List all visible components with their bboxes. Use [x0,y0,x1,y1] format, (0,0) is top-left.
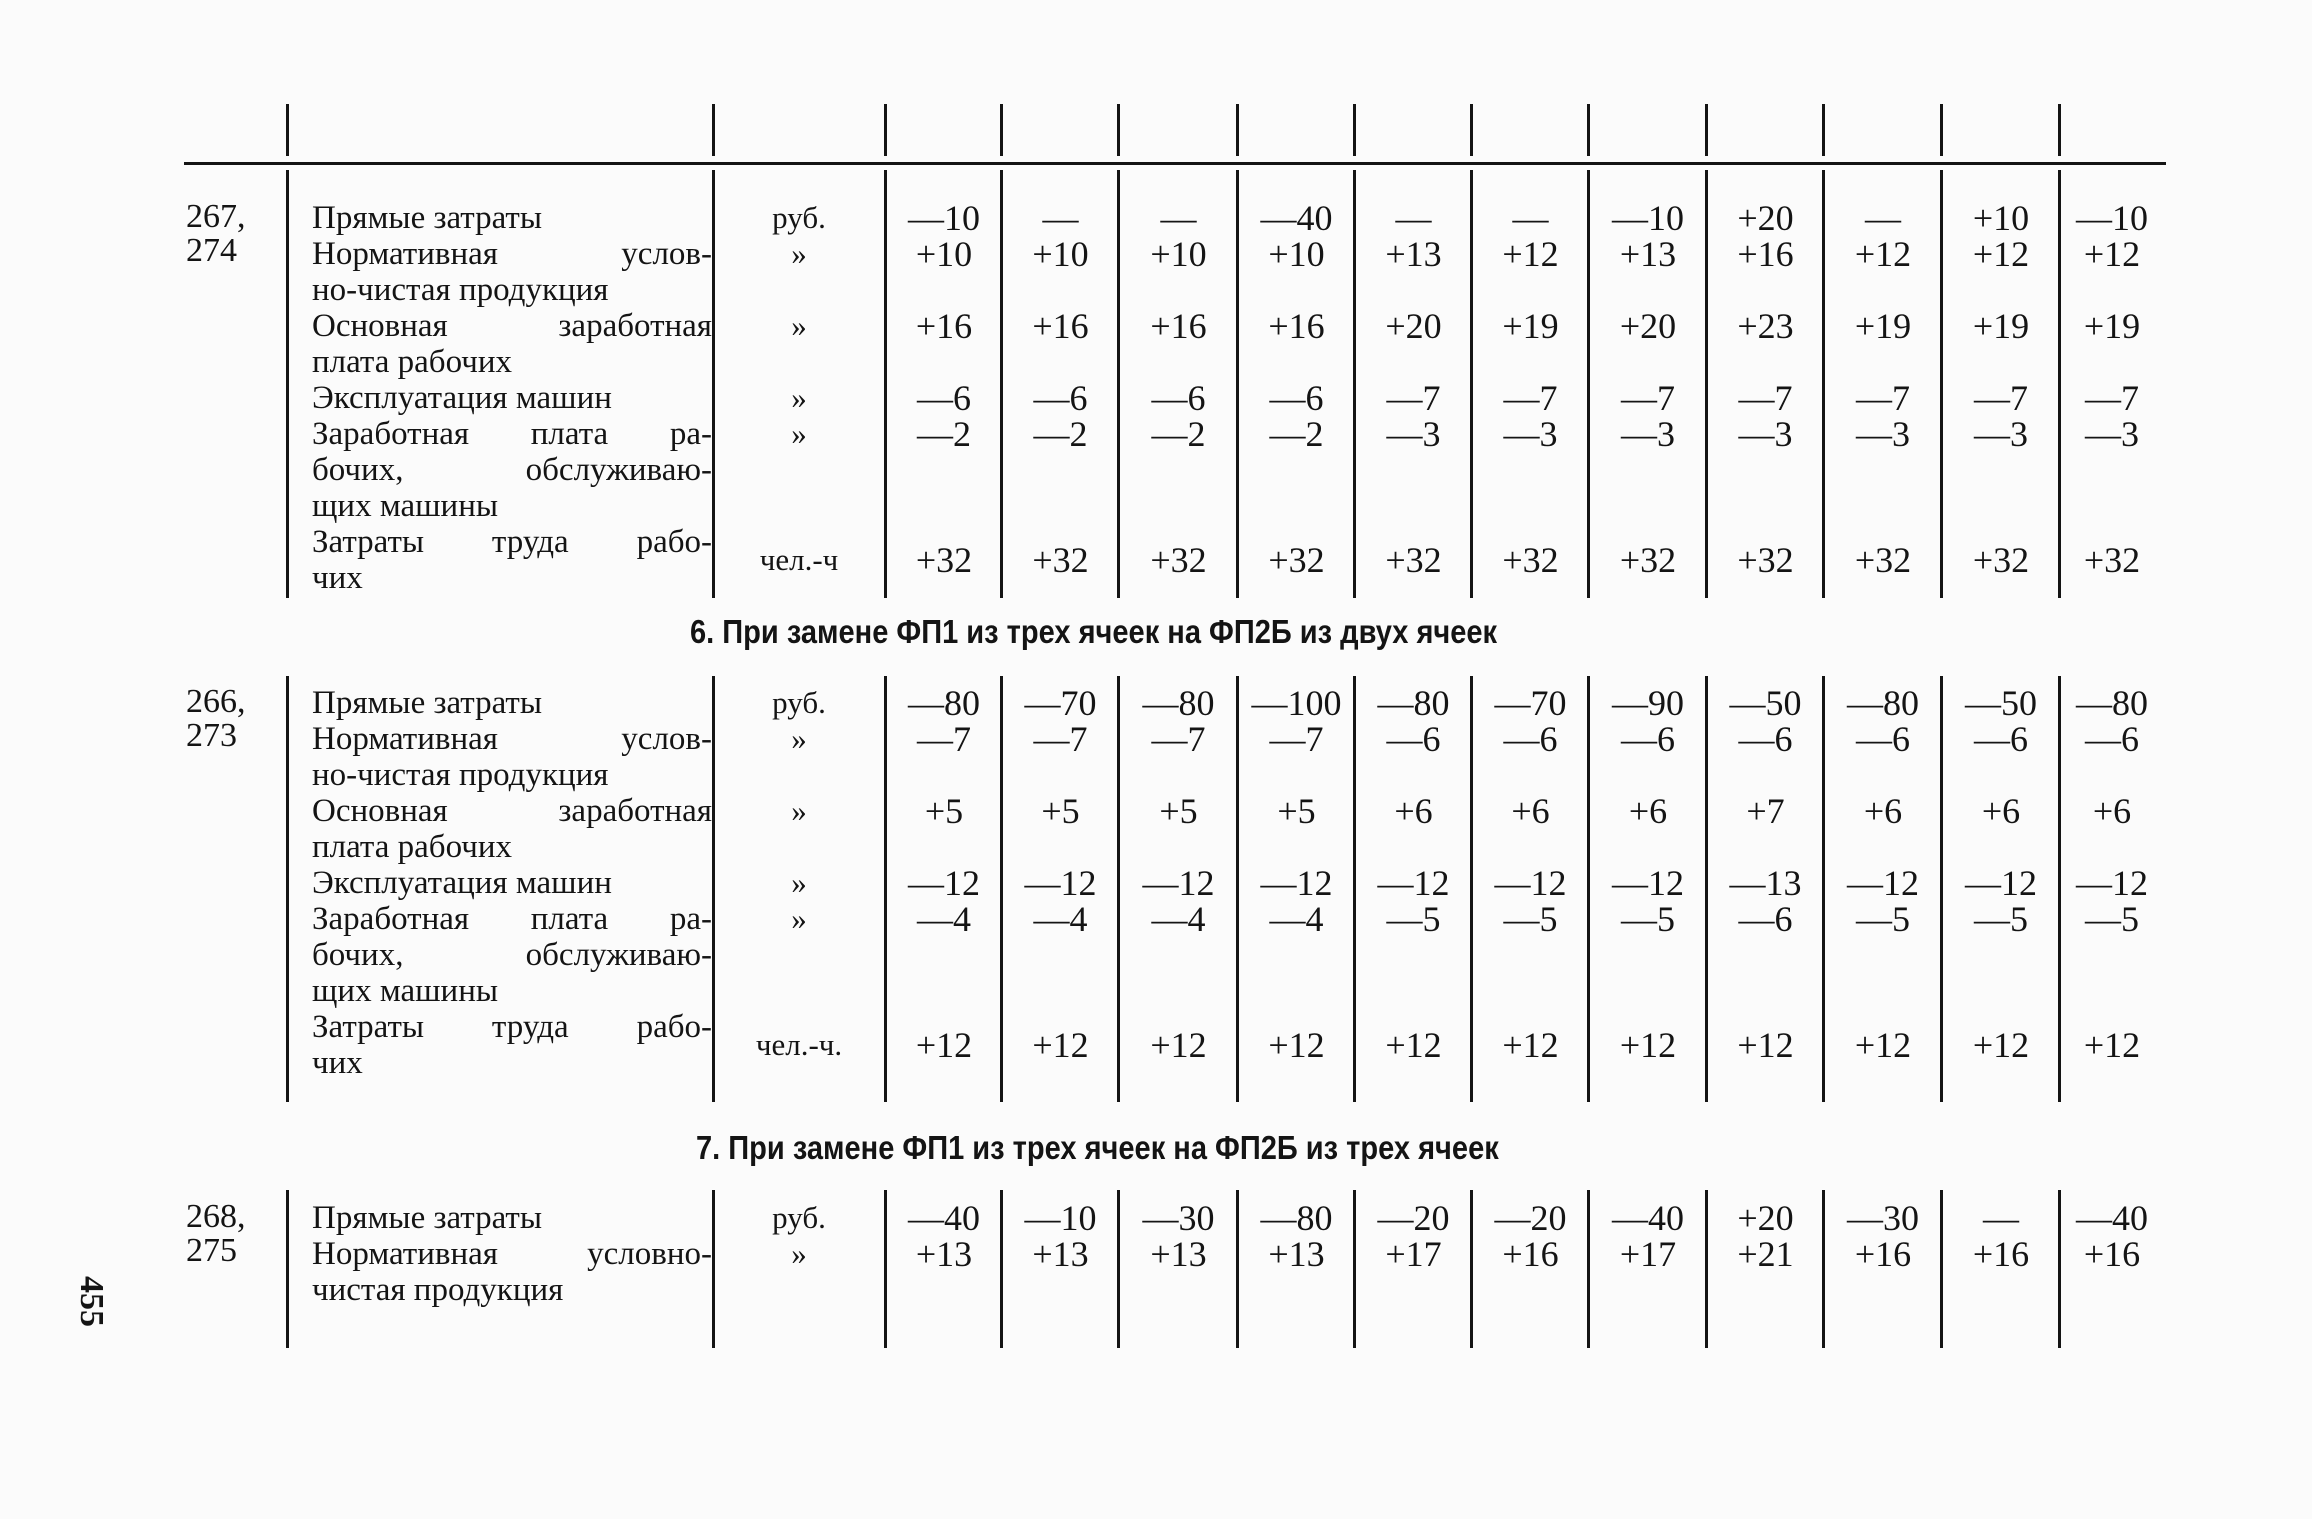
table-cell-value: +5 [1041,791,1080,831]
table-cell-value: —2 [1269,414,1324,454]
table-cell-value: —20 [1377,1198,1450,1238]
row-description-line: бочих, обслуживаю- [312,937,712,973]
table-cell-value: +20 [1385,306,1442,346]
table-cell-value: —12 [1494,863,1567,903]
row-description-line: Затраты труда рабо- [312,1009,712,1045]
row-unit: » [791,901,807,936]
table-cell-value: +5 [1159,791,1198,831]
table-cell-value: +23 [1737,306,1794,346]
table-cell-value: —4 [1033,899,1088,939]
row-description-line: чих [312,560,363,596]
column-rule [712,676,715,1102]
row-description-line: чистая продукция [312,1272,564,1308]
table-cell-value: —6 [1269,378,1324,418]
table-cell-value: —5 [1856,899,1910,939]
table-cell-value: +32 [1150,540,1207,580]
row-code: 266, [186,683,246,720]
row-unit: » [791,308,807,343]
table-cell-value: —10 [1024,1198,1097,1238]
table-cell-value: —5 [1386,899,1441,939]
section-7-heading: 7. При замене ФП1 из трех ячеек на ФП2Б из трех ячеек [696,1129,1499,1166]
table-cell-value: —6 [1386,719,1441,759]
table-cell-value: —80 [2076,683,2148,723]
column-rule [286,1190,289,1348]
table-cell-value: +6 [1863,791,1903,831]
table-cell-value: —70 [1494,683,1567,723]
table-cell-value: —10 [2076,198,2148,238]
table-cell-value: —4 [917,899,971,939]
table-cell-value: —6 [1738,899,1793,939]
table-cell-value: +10 [1032,234,1089,274]
row-code: 275 [186,1232,237,1269]
table-cell-value: +12 [1502,1025,1559,1065]
row-description-line: Эксплуатация машин [312,865,612,901]
header-column-tick [1470,104,1473,156]
table-cell-value: —6 [1738,719,1793,759]
row-unit: чел.-ч. [755,1027,843,1062]
table-cell-value: —6 [1033,378,1088,418]
row-description-line: Основная заработная [312,793,712,829]
table-cell-value: —12 [2076,863,2148,903]
row-unit: » [791,380,807,415]
table-cell-value: +16 [1737,234,1794,274]
table-cell-value: +17 [1619,1234,1677,1274]
header-column-tick [1000,104,1003,156]
table-cell-value: —3 [2085,414,2139,454]
column-rule [712,170,715,598]
table-cell-value: —2 [1033,414,1088,454]
table-cell-value: +12 [1150,1025,1207,1065]
table-cell-value: —30 [1847,1198,1919,1238]
column-rule [286,170,289,598]
table-cell-value: —3 [1386,414,1441,454]
header-column-tick [286,104,289,156]
row-unit: чел.-ч [759,542,839,577]
table-cell-value: —10 [908,198,980,238]
page-number: 455 [73,1276,110,1327]
column-rule [1940,676,1943,1102]
column-rule [286,676,289,1102]
table-cell-value: —80 [1377,683,1450,723]
table-cell-value: —2 [1151,414,1206,454]
table-cell-value: +32 [1032,540,1089,580]
table-cell-value: — [1512,198,1549,238]
table-cell-value: —7 [2085,378,2139,418]
table-cell-value: —80 [908,683,980,723]
table-cell-value: —7 [1738,378,1793,418]
table-cell-value: +16 [1032,306,1089,346]
table-cell-value: +32 [1737,540,1794,580]
row-unit: руб. [772,685,826,720]
table-cell-value: —3 [1621,414,1675,454]
table-cell-value: —20 [1494,1198,1567,1238]
table-cell-value: — [1865,198,1901,238]
row-unit: » [791,865,807,900]
table-cell-value: +10 [915,234,973,274]
table-cell-value: +32 [1502,540,1559,580]
table-cell-value: —5 [1621,899,1675,939]
row-description-line: щих машины [312,488,499,524]
table-cell-value: — [1042,198,1079,238]
table-cell-value: —6 [917,378,971,418]
table-cell-value: —40 [1612,1198,1684,1238]
table-cell-value: +10 [1972,198,2030,238]
table-cell-value: —13 [1729,863,1802,903]
table-cell-value: +32 [1972,540,2030,580]
header-column-tick [884,104,887,156]
table-cell-value: —3 [1856,414,1910,454]
table-cell-value: +20 [1737,198,1794,238]
header-column-tick [2058,104,2061,156]
table-cell-value: +12 [1972,234,2030,274]
table-cell-value: +12 [1972,1025,2030,1065]
table-cell-value: —6 [1974,719,2028,759]
table-cell-value: —70 [1024,683,1097,723]
table-cell-value: —80 [1847,683,1919,723]
table-cell-value: +16 [1854,1234,1912,1274]
header-column-tick [1705,104,1708,156]
table-cell-value: +32 [915,540,973,580]
table-cell-value: +16 [2083,1234,2141,1274]
table-cell-value: —50 [1965,683,2037,723]
table-cell-value: +13 [1619,234,1677,274]
table-cell-value: +13 [915,1234,973,1274]
table-cell-value: —7 [1386,378,1441,418]
row-description-line: Нормативная услов- [312,721,712,757]
table-cell-value: +16 [1502,1234,1559,1274]
row-unit: » [791,416,807,451]
table-cell-value: —6 [2085,719,2139,759]
table-cell-value: +5 [1277,791,1316,831]
row-unit: руб. [772,1200,826,1235]
section-6-heading: 6. При замене ФП1 из трех ячеек на ФП2Б из двух ячеек [690,613,1498,650]
table-cell-value: —90 [1612,683,1684,723]
column-rule [1940,170,1943,598]
row-code: 273 [186,717,237,754]
table-cell-value: +19 [2083,306,2141,346]
table-cell-value: —12 [1847,863,1919,903]
row-description-line: щих машины [312,973,499,1009]
table-cell-value: —6 [1621,719,1675,759]
table-cell-value: +12 [1385,1025,1442,1065]
row-description-line: Заработная плата ра- [312,901,712,937]
table-cell-value: —12 [908,863,980,903]
table-cell-value: —12 [1142,863,1215,903]
table-cell-value: +12 [1268,1025,1325,1065]
row-description-line: но-чистая продукция [312,272,609,308]
row-description-line: плата рабочих [312,344,512,380]
table-cell-value: +32 [1268,540,1325,580]
table-cell-value: +19 [1854,306,1912,346]
table-cell-value: —4 [1151,899,1206,939]
row-code: 274 [186,232,237,269]
table-cell-value: —5 [2085,899,2139,939]
table-cell-value: +32 [2083,540,2141,580]
table-cell-value: —3 [1503,414,1558,454]
row-description-line: Прямые затраты [312,1200,543,1236]
table-cell-value: +10 [1150,234,1207,274]
table-cell-value: +13 [1385,234,1442,274]
table-cell-value: —100 [1251,683,1342,723]
row-description-line: бочих, обслуживаю- [312,452,712,488]
row-code: 268, [186,1198,246,1235]
table-cell-value: —7 [917,719,971,759]
row-description-line: Затраты труда рабо- [312,524,712,560]
table-cell-value: —6 [1151,378,1206,418]
table-cell-value: +16 [915,306,973,346]
table-cell-value: +20 [1619,306,1677,346]
table-cell-value: +10 [1268,234,1325,274]
table-cell-value: +12 [1619,1025,1677,1065]
column-rule [712,1190,715,1348]
table-cell-value: —80 [1260,1198,1333,1238]
table-cell-value: —12 [1965,863,2037,903]
table-cell-value: —12 [1260,863,1333,903]
table-cell-value: +12 [1502,234,1559,274]
table-cell-value: —80 [1142,683,1215,723]
table-cell-value: —12 [1024,863,1097,903]
table-cell-value: — [1983,1198,2019,1238]
row-unit: » [791,1236,807,1271]
table-cell-value: —4 [1269,899,1324,939]
row-description-line: Основная заработная [312,308,712,344]
table-cell-value: —7 [1151,719,1206,759]
table-cell-value: +12 [1032,1025,1089,1065]
header-column-tick [1353,104,1356,156]
header-column-tick [712,104,715,156]
row-description-line: плата рабочих [312,829,512,865]
table-cell-value: +20 [1737,1198,1794,1238]
table-cell-value: +6 [1981,791,2021,831]
row-code: 267, [186,198,246,235]
table-cell-value: +12 [2083,234,2141,274]
table-cell-value: —2 [917,414,971,454]
table-cell-value: —30 [1142,1198,1215,1238]
table-cell-value: +6 [2092,791,2132,831]
header-column-tick [1587,104,1590,156]
table-cell-value: +16 [1268,306,1325,346]
table-cell-value: — [1395,198,1432,238]
table-cell-value: +19 [1972,306,2030,346]
table-cell-value: +32 [1854,540,1912,580]
row-unit: руб. [772,200,826,235]
table-cell-value: —7 [1621,378,1675,418]
row-description-line: чих [312,1045,363,1081]
table-cell-value: —50 [1729,683,1802,723]
table-cell-value: —5 [1503,899,1558,939]
table-cell-value: +6 [1394,791,1433,831]
table-cell-value: —12 [1612,863,1684,903]
row-unit: » [791,793,807,828]
table-cell-value: +12 [2083,1025,2141,1065]
table-cell-value: +32 [1619,540,1677,580]
table-cell-value: —7 [1033,719,1088,759]
table-cell-value: —5 [1974,899,2028,939]
table-cell-value: +12 [1737,1025,1794,1065]
table-cell-value: —40 [1260,198,1333,238]
header-column-tick [1117,104,1120,156]
table-cell-value: —7 [1503,378,1558,418]
table-cell-value: +16 [1150,306,1207,346]
row-description-line: Заработная плата ра- [312,416,712,452]
table-cell-value: —6 [1856,719,1910,759]
row-description-line: Прямые затраты [312,200,543,236]
row-description-line: Нормативная условно- [312,1236,712,1272]
table-cell-value: +6 [1628,791,1668,831]
table-cell-value: —7 [1974,378,2028,418]
table-cell-value: +19 [1502,306,1559,346]
table-cell-value: +5 [924,791,964,831]
table-cell-value: +12 [1854,1025,1912,1065]
table-cell-value: +13 [1150,1234,1207,1274]
table-cell-value: +16 [1972,1234,2030,1274]
table-cell-value: —12 [1377,863,1450,903]
table-cell-value: +7 [1746,791,1785,831]
row-description-line: Прямые затраты [312,685,543,721]
table-cell-value: +13 [1268,1234,1325,1274]
table-cell-value: +12 [1854,234,1912,274]
header-column-tick [1940,104,1943,156]
table-cell-value: +32 [1385,540,1442,580]
table-cell-value: +6 [1511,791,1550,831]
table-cell-value: —10 [1612,198,1684,238]
row-description-line: Нормативная услов- [312,236,712,272]
table-cell-value: +12 [915,1025,973,1065]
row-unit: » [791,721,807,756]
header-column-tick [1236,104,1239,156]
table-cell-value: — [1160,198,1197,238]
row-description-line: Эксплуатация машин [312,380,612,416]
table-cell-value: —40 [2076,1198,2148,1238]
table-cell-value: —3 [1974,414,2028,454]
row-description-line: но-чистая продукция [312,757,609,793]
table-cell-value: +21 [1737,1234,1794,1274]
table-cell-value: —7 [1856,378,1910,418]
header-rule [184,162,2166,165]
table-cell-value: +17 [1385,1234,1442,1274]
row-unit: » [791,236,807,271]
header-column-tick [1822,104,1825,156]
table-cell-value: —6 [1503,719,1558,759]
table-cell-value: —3 [1738,414,1793,454]
table-cell-value: +13 [1032,1234,1089,1274]
table-cell-value: —7 [1269,719,1324,759]
column-rule [1940,1190,1943,1348]
table-cell-value: —40 [908,1198,980,1238]
